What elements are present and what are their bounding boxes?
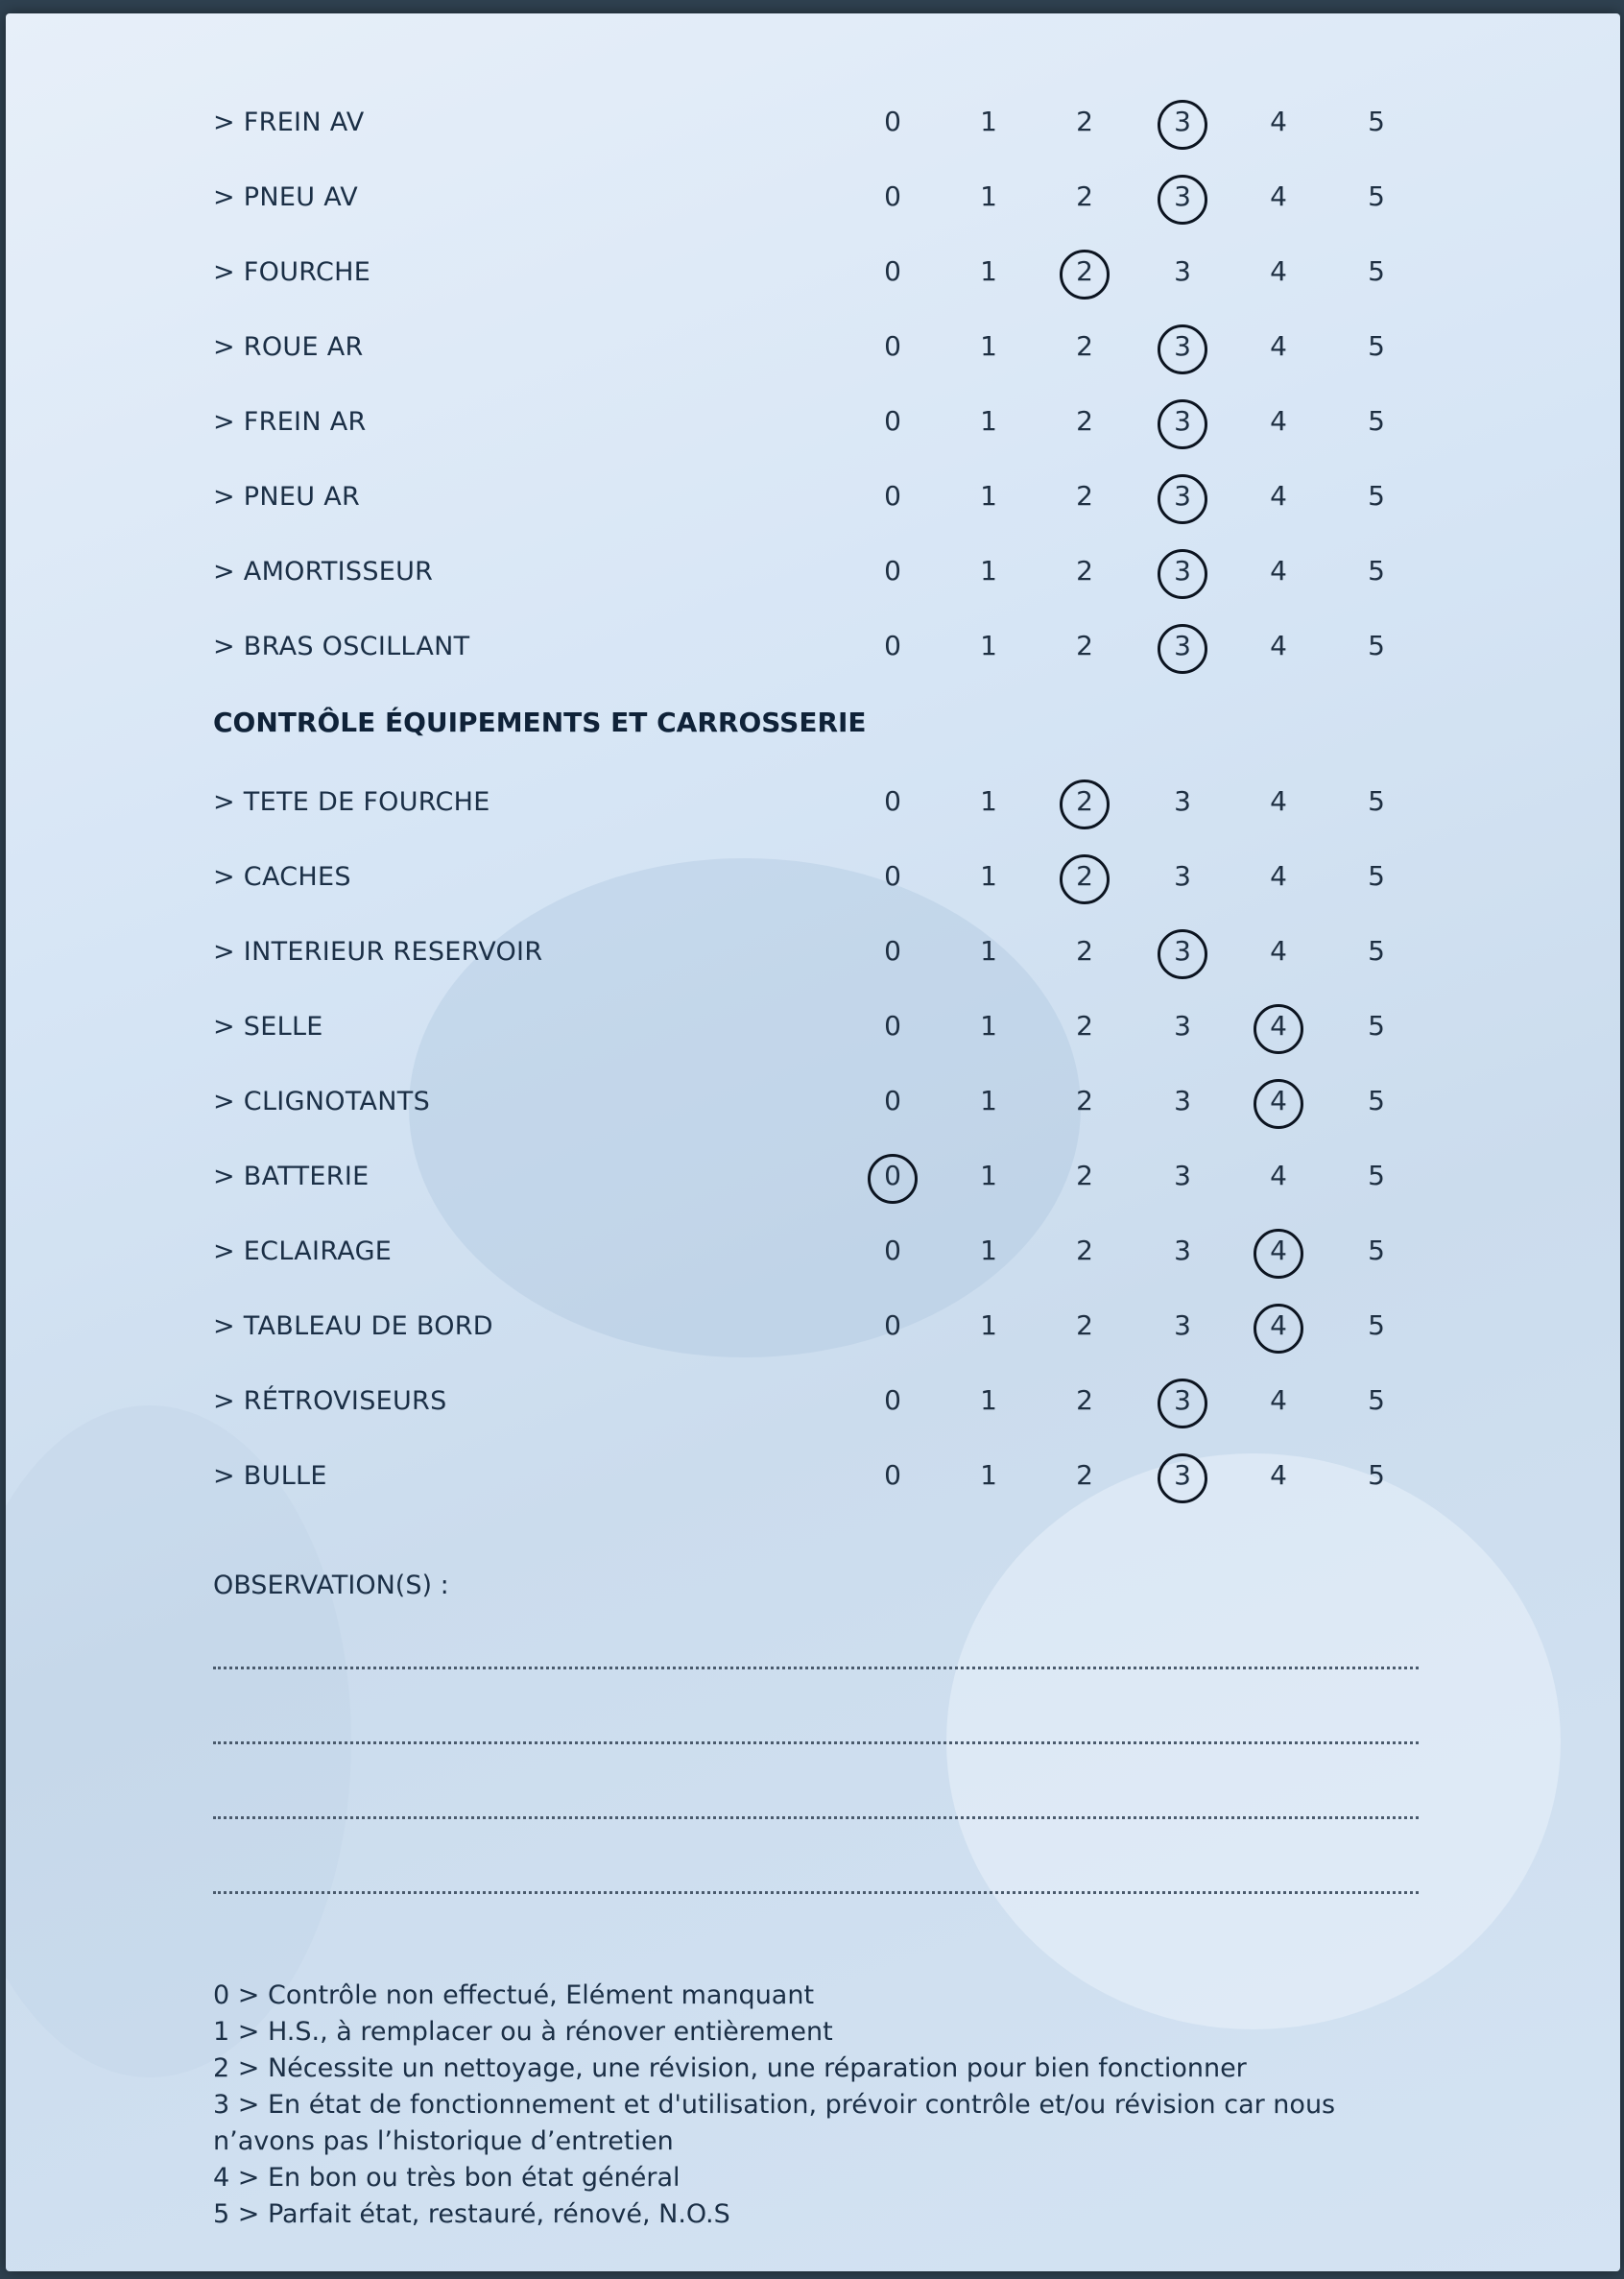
rating-option-1[interactable]: 1 [980,785,997,817]
rating-option-5[interactable]: 5 [1368,1010,1385,1042]
rating-option-2[interactable]: 2 [1076,1459,1093,1491]
rating-option-5[interactable]: 5 [1368,1459,1385,1491]
rating-option-5[interactable]: 5 [1368,1309,1385,1341]
rating-option-0[interactable]: 0 [884,935,901,967]
rating-row-label: > FREIN AV [213,108,365,137]
rating-option-4[interactable]: 4 [1270,106,1287,137]
rating-option-2[interactable]: 2 [1076,630,1093,661]
rating-option-0[interactable]: 0 [884,860,901,892]
rating-row-label: > BRAS OSCILLANT [213,632,470,661]
rating-option-0[interactable]: 0 [884,785,901,817]
rating-row-label: > PNEU AV [213,182,359,212]
rating-option-2[interactable]: 2 [1076,180,1093,212]
rating-option-3[interactable]: 3 [1174,1235,1191,1266]
observation-line[interactable] [213,1741,1419,1744]
rating-option-5[interactable]: 5 [1368,935,1385,967]
selected-circle [1158,175,1207,225]
rating-row-label: > ROUE AR [213,332,364,362]
rating-option-1[interactable]: 1 [980,555,997,587]
rating-option-0[interactable]: 0 [884,180,901,212]
rating-option-1[interactable]: 1 [980,860,997,892]
observations-label: OBSERVATION(S) : [213,1571,449,1600]
rating-option-1[interactable]: 1 [980,630,997,661]
rating-option-4[interactable]: 4 [1270,1384,1287,1416]
rating-option-0[interactable]: 0 [884,255,901,287]
selected-circle [1254,1229,1303,1279]
legend-item: 5 > Parfait état, restauré, rénové, N.O.S [213,2199,730,2229]
rating-row-label: > FOURCHE [213,257,371,287]
observation-line[interactable] [213,1816,1419,1819]
rating-row-label: > ECLAIRAGE [213,1236,393,1266]
rating-option-3[interactable]: 3 [1163,555,1202,587]
rating-option-2[interactable]: 2 [1065,255,1104,287]
rating-option-3[interactable]: 3 [1163,330,1202,362]
rating-option-4[interactable]: 4 [1270,330,1287,362]
rating-row [6,1451,1620,1509]
rating-option-1[interactable]: 1 [980,480,997,512]
rating-option-0[interactable]: 0 [884,555,901,587]
inspection-sheet [6,13,1620,2271]
rating-option-5[interactable]: 5 [1368,255,1385,287]
rating-option-3[interactable]: 3 [1174,1085,1191,1116]
rating-option-4[interactable]: 4 [1270,180,1287,212]
rating-option-0[interactable]: 0 [873,1160,912,1191]
rating-option-2[interactable]: 2 [1065,785,1104,817]
scale-legend [213,1978,1422,2233]
selected-circle [1254,1079,1303,1129]
selected-circle [1060,780,1110,829]
rating-option-4[interactable]: 4 [1270,785,1287,817]
rating-row [6,547,1620,605]
rating-option-5[interactable]: 5 [1368,405,1385,437]
rating-option-3[interactable]: 3 [1163,106,1202,137]
rating-option-4[interactable]: 4 [1270,555,1287,587]
rating-option-0[interactable]: 0 [884,1085,901,1116]
rating-option-4[interactable]: 4 [1270,1459,1287,1491]
rating-option-2[interactable]: 2 [1076,480,1093,512]
legend-item: 2 > Nécessite un nettoyage, une révision, une réparation pour bien fonctionner [213,2053,1247,2083]
rating-row [6,472,1620,530]
rating-row [6,1377,1620,1434]
rating-option-1[interactable]: 1 [980,255,997,287]
rating-option-4[interactable]: 4 [1270,630,1287,661]
rating-row-label: > TETE DE FOURCHE [213,787,490,817]
rating-option-4[interactable]: 4 [1270,405,1287,437]
rating-option-1[interactable]: 1 [980,180,997,212]
rating-option-3[interactable]: 3 [1174,1309,1191,1341]
rating-row [6,98,1620,156]
rating-row-label: > BULLE [213,1461,327,1491]
selected-circle [1158,474,1207,524]
selected-circle [1158,1379,1207,1428]
selected-circle [1060,250,1110,300]
rating-option-5[interactable]: 5 [1368,860,1385,892]
rating-option-0[interactable]: 0 [884,330,901,362]
rating-option-1[interactable]: 1 [980,1459,997,1491]
observation-line[interactable] [213,1891,1419,1894]
rating-row [6,778,1620,835]
rating-option-4[interactable]: 4 [1270,935,1287,967]
rating-option-2[interactable]: 2 [1076,1235,1093,1266]
selected-circle [1158,929,1207,979]
rating-option-0[interactable]: 0 [884,1384,901,1416]
rating-row-label: > FREIN AR [213,407,367,437]
rating-option-4[interactable]: 4 [1270,255,1287,287]
rating-option-5[interactable]: 5 [1368,330,1385,362]
rating-option-1[interactable]: 1 [980,1010,997,1042]
rating-row-label: > RÉTROVISEURS [213,1386,447,1416]
rating-option-3[interactable]: 3 [1163,480,1202,512]
rating-row-label: > AMORTISSEUR [213,557,434,587]
rating-option-4[interactable]: 4 [1259,1309,1298,1341]
rating-option-4[interactable]: 4 [1270,1160,1287,1191]
selected-circle [1158,549,1207,599]
rating-option-1[interactable]: 1 [980,1160,997,1191]
rating-option-2[interactable]: 2 [1076,555,1093,587]
rating-option-3[interactable]: 3 [1163,405,1202,437]
rating-option-5[interactable]: 5 [1368,180,1385,212]
rating-option-5[interactable]: 5 [1368,1384,1385,1416]
rating-option-3[interactable]: 3 [1174,785,1191,817]
rating-option-1[interactable]: 1 [980,106,997,137]
selected-circle [868,1154,918,1204]
rating-row-label: > CLIGNOTANTS [213,1087,431,1116]
selected-circle [1158,324,1207,374]
rating-option-0[interactable]: 0 [884,106,901,137]
rating-row [6,927,1620,985]
rating-option-5[interactable]: 5 [1368,1160,1385,1191]
rating-row [6,1077,1620,1135]
rating-row [6,1227,1620,1284]
rating-option-3[interactable]: 3 [1163,1459,1202,1491]
rating-option-1[interactable]: 1 [980,1384,997,1416]
rating-option-5[interactable]: 5 [1368,630,1385,661]
rating-row-label: > CACHES [213,862,351,892]
rating-option-3[interactable]: 3 [1174,1010,1191,1042]
rating-option-5[interactable]: 5 [1368,1235,1385,1266]
selected-circle [1158,100,1207,150]
rating-option-5[interactable]: 5 [1368,480,1385,512]
selected-circle [1158,1453,1207,1503]
rating-row [6,1002,1620,1060]
rating-option-2[interactable]: 2 [1076,1160,1093,1191]
rating-option-1[interactable]: 1 [980,1235,997,1266]
rating-option-2[interactable]: 2 [1076,935,1093,967]
rating-option-4[interactable]: 4 [1259,1010,1298,1042]
rating-option-3[interactable]: 3 [1163,935,1202,967]
rating-option-5[interactable]: 5 [1368,106,1385,137]
rating-option-3[interactable]: 3 [1163,1384,1202,1416]
rating-option-4[interactable]: 4 [1270,480,1287,512]
rating-row-label: > INTERIEUR RESERVOIR [213,937,543,967]
selected-circle [1254,1004,1303,1054]
legend-item: 0 > Contrôle non effectué, Elément manquant [213,1980,815,2010]
rating-option-0[interactable]: 0 [884,1010,901,1042]
rating-row [6,1152,1620,1210]
legend-item: 1 > H.S., à remplacer ou à rénover entièrement [213,2017,833,2047]
rating-option-1[interactable]: 1 [980,330,997,362]
rating-row-label: > TABLEAU DE BORD [213,1311,493,1341]
rating-option-2[interactable]: 2 [1076,1309,1093,1341]
rating-option-3[interactable]: 3 [1163,630,1202,661]
section-title: CONTRÔLE ÉQUIPEMENTS ET CARROSSERIE [213,707,867,738]
rating-option-2[interactable]: 2 [1065,860,1104,892]
rating-option-0[interactable]: 0 [884,1459,901,1491]
rating-option-4[interactable]: 4 [1270,860,1287,892]
legend-item: 3 > En état de fonctionnement et d'utilisation, prévoir contrôle et/ou révision car nous n’avons pas l’historique d’entretien [213,2090,1336,2156]
rating-option-0[interactable]: 0 [884,1309,901,1341]
rating-option-3[interactable]: 3 [1163,180,1202,212]
legend-item: 4 > En bon ou très bon état général [213,2163,681,2193]
rating-option-0[interactable]: 0 [884,480,901,512]
rating-option-0[interactable]: 0 [884,630,901,661]
rating-option-2[interactable]: 2 [1076,106,1093,137]
rating-row-label: > SELLE [213,1012,323,1042]
rating-option-1[interactable]: 1 [980,1085,997,1116]
rating-row [6,323,1620,380]
observation-line[interactable] [213,1667,1419,1669]
rating-option-2[interactable]: 2 [1076,1010,1093,1042]
rating-option-5[interactable]: 5 [1368,555,1385,587]
selected-circle [1158,624,1207,674]
rating-option-5[interactable]: 5 [1368,785,1385,817]
rating-row [6,852,1620,910]
rating-option-1[interactable]: 1 [980,1309,997,1341]
rating-row [6,1302,1620,1359]
rating-option-3[interactable]: 3 [1174,255,1191,287]
rating-option-4[interactable]: 4 [1259,1085,1298,1116]
rating-option-1[interactable]: 1 [980,405,997,437]
rating-option-0[interactable]: 0 [884,1235,901,1266]
rating-option-2[interactable]: 2 [1076,405,1093,437]
rating-option-1[interactable]: 1 [980,935,997,967]
rating-option-5[interactable]: 5 [1368,1085,1385,1116]
rating-row [6,248,1620,305]
rating-option-3[interactable]: 3 [1174,860,1191,892]
rating-option-2[interactable]: 2 [1076,1085,1093,1116]
rating-option-2[interactable]: 2 [1076,330,1093,362]
rating-row [6,622,1620,680]
rating-row [6,173,1620,230]
rating-row-label: > BATTERIE [213,1162,370,1191]
rating-row [6,397,1620,455]
selected-circle [1158,399,1207,449]
rating-option-3[interactable]: 3 [1174,1160,1191,1191]
selected-circle [1254,1304,1303,1354]
rating-option-2[interactable]: 2 [1076,1384,1093,1416]
rating-option-0[interactable]: 0 [884,405,901,437]
rating-row-label: > PNEU AR [213,482,361,512]
selected-circle [1060,854,1110,904]
rating-option-4[interactable]: 4 [1259,1235,1298,1266]
